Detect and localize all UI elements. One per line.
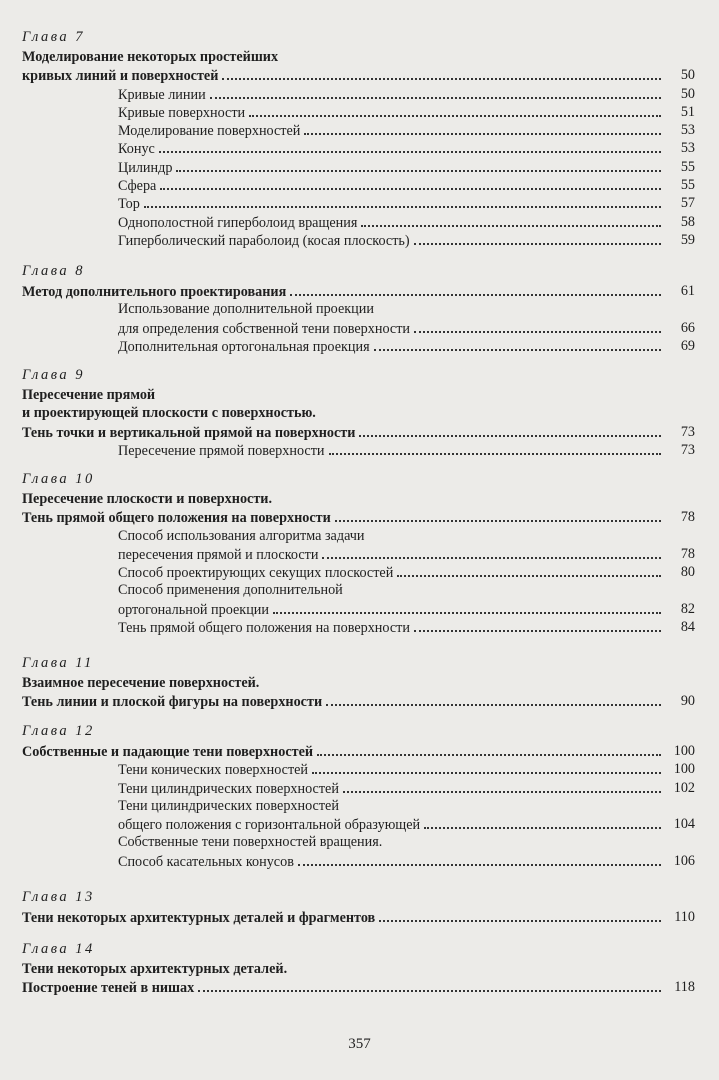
chapter-heading: Глава 11: [22, 655, 94, 671]
toc-page-number: 55: [680, 177, 695, 194]
toc-entry: [22, 423, 695, 441]
toc-subentry: [22, 815, 695, 834]
toc-subentry: [22, 441, 695, 459]
toc-subentry: [22, 85, 695, 103]
toc-entry-title: Однополостной гиперболоид вращения: [118, 214, 358, 231]
toc-page-number: 78: [680, 509, 695, 526]
toc-subentry: [22, 176, 695, 195]
toc-subentry: [22, 300, 667, 318]
toc-page-number: 80: [680, 564, 695, 581]
toc-page-number: 78: [680, 545, 695, 562]
dot-leader: [374, 337, 661, 351]
chapter-heading: Глава 10: [22, 471, 95, 487]
chapter-heading: Глава 13: [22, 889, 95, 905]
toc-entry-title: Пересечение прямой: [22, 387, 156, 403]
toc-subentry: [22, 545, 695, 563]
toc-page-number: 82: [680, 600, 695, 617]
toc-entry: [22, 978, 695, 997]
toc-entry-title: Тени цилиндрических поверхностей: [118, 797, 339, 814]
dot-leader: [159, 139, 661, 153]
toc-entry-title: Тени цилиндрических поверхностей: [118, 780, 339, 797]
dot-leader: [198, 978, 661, 992]
toc-entry-title: Способ касательных конусов: [118, 853, 294, 870]
toc-entry-title: Собственные и падающие тени поверхностей: [22, 744, 314, 760]
chapter-heading: Глава 14: [22, 941, 95, 957]
toc-entry-title: Конус: [118, 141, 155, 158]
toc-page-number: 53: [680, 140, 695, 157]
toc-page-number: 100: [673, 761, 695, 778]
toc-entry-title: Тени некоторых архитектурных деталей.: [22, 961, 288, 977]
toc-entry: [22, 490, 667, 508]
dot-leader: [414, 231, 661, 245]
chapter-10: [22, 470, 695, 637]
dot-leader: [304, 121, 661, 135]
toc-subentry: [22, 833, 667, 851]
toc-subentry: [22, 231, 695, 249]
toc-entry-title: Метод дополнительного проектирования: [22, 284, 287, 300]
dot-leader: [397, 563, 661, 577]
toc-entry-title: Тень прямой общего положения на поверхности: [118, 620, 410, 637]
toc-page-number: 50: [680, 67, 695, 84]
toc-entry-title: Взаимное пересечение поверхностей.: [22, 675, 260, 691]
toc-page-number: 73: [680, 423, 695, 440]
toc-entry-title: для определения собственной тени поверхности: [118, 320, 410, 337]
toc-page-number: 106: [673, 852, 695, 869]
toc-subentry: [22, 618, 695, 637]
toc-entry-title: Тень прямой общего положения на поверхности: [22, 510, 331, 527]
toc-entry-title: Пересечение плоскости и поверхности.: [22, 491, 273, 507]
toc-entry-title: Кривые линии: [118, 86, 206, 103]
dot-leader: [317, 742, 661, 756]
toc-page-number: 69: [680, 337, 695, 354]
toc-entry: [22, 674, 667, 692]
toc-subentry: [22, 563, 695, 582]
toc-entry-title: кривых линий и поверхностей: [22, 68, 219, 85]
dot-leader: [361, 213, 661, 227]
dot-leader: [343, 779, 661, 793]
toc-entry: [22, 48, 667, 66]
toc-entry: [22, 742, 695, 760]
toc-entry-title: Тени конических поверхностей: [118, 762, 309, 779]
dot-leader: [335, 508, 661, 522]
toc-subentry: [22, 797, 667, 815]
chapter-heading: Глава 8: [22, 263, 86, 279]
toc-entry-title: Тени некоторых архитектурных деталей и фрагментов: [22, 910, 376, 926]
toc-entry: [22, 386, 667, 404]
toc-entry-title: Тень точки и вертикальной прямой на поверхности: [22, 424, 356, 441]
dot-leader: [379, 908, 661, 922]
dot-leader: [414, 319, 661, 333]
toc-entry-title: общего положения с горизонтальной образующей: [118, 817, 421, 834]
dot-leader: [329, 441, 661, 455]
toc-entry-title: Тор: [118, 196, 140, 213]
toc-page-number: 102: [673, 779, 695, 796]
toc-page-number: 55: [680, 158, 695, 175]
toc-subentry: [22, 121, 695, 140]
dot-leader: [160, 176, 661, 190]
toc-subentry: [22, 213, 695, 231]
dot-leader: [298, 852, 661, 866]
dot-leader: [424, 815, 661, 829]
toc-subentry: [22, 337, 695, 355]
toc-page-number: 118: [674, 979, 695, 996]
toc-entry-title: Использование дополнительной проекции: [118, 301, 374, 318]
toc-entry-title: Сфера: [118, 178, 157, 195]
toc-page-number: 104: [673, 816, 695, 833]
toc-entry-title: Гиперболический параболоид (косая плоскость): [118, 232, 410, 249]
toc-page-number: 73: [680, 441, 695, 458]
toc-subentry: [22, 319, 695, 337]
dot-leader: [222, 66, 661, 80]
toc-entry-title: и проектирующей плоскости с поверхностью.: [22, 405, 316, 422]
toc-entry-title: Кривые поверхности: [118, 104, 246, 121]
chapter-12: [22, 722, 695, 870]
toc-entry: [22, 404, 667, 422]
toc-entry: [22, 960, 667, 978]
toc-page-number: 58: [680, 213, 695, 230]
toc-page-number: 57: [680, 195, 695, 212]
toc-page-number: 84: [680, 619, 695, 636]
dot-leader: [210, 85, 661, 99]
dot-leader: [144, 194, 661, 208]
chapter-heading: Глава 7: [22, 29, 86, 45]
toc-subentry: [22, 139, 695, 158]
toc-subentry: [22, 760, 695, 779]
toc-page-number: 50: [680, 85, 695, 102]
toc-entry-title: Пересечение прямой поверхности: [118, 442, 325, 459]
toc-entry-title: Моделирование поверхностей: [118, 123, 301, 140]
page-number: 357: [348, 1036, 371, 1052]
toc-page-number: 110: [674, 909, 695, 925]
chapter-11: [22, 654, 695, 711]
toc-entry-title: Цилиндр: [118, 159, 173, 176]
chapter-heading: Глава 12: [22, 723, 95, 739]
toc-subentry: [22, 103, 695, 121]
toc-page-number: 53: [680, 122, 695, 139]
chapter-8: [22, 262, 695, 355]
toc-page-number: 59: [680, 231, 695, 248]
toc-page-number: 66: [680, 319, 695, 336]
toc-page-number: 90: [680, 693, 695, 710]
toc-entry-title: Дополнительная ортогональная проекция: [118, 338, 370, 355]
toc-subentry: [22, 600, 695, 618]
dot-leader: [290, 282, 661, 296]
chapter-14: [22, 940, 695, 997]
toc-entry-title: Моделирование некоторых простейших: [22, 49, 279, 65]
toc-page-number: 100: [673, 743, 695, 759]
toc-entry-title: Тень линии и плоской фигуры на поверхности: [22, 694, 323, 711]
toc-subentry: [22, 852, 695, 870]
dot-leader: [326, 692, 661, 706]
toc-entry: [22, 692, 695, 711]
dot-leader: [176, 158, 661, 172]
toc-subentry: [22, 581, 667, 599]
toc-entry-title: Способ использования алгоритма задачи: [118, 527, 365, 544]
chapter-13: [22, 888, 695, 926]
toc-entry-title: Способ применения дополнительной: [118, 582, 343, 599]
toc-entry-title: ортогональной проекции: [118, 601, 269, 618]
toc-entry: [22, 66, 695, 85]
toc-entry-title: Собственные тени поверхностей вращения.: [118, 834, 383, 851]
dot-leader: [273, 600, 661, 614]
toc-subentry: [22, 527, 667, 545]
dot-leader: [312, 760, 661, 774]
toc-subentry: [22, 779, 695, 797]
dot-leader: [414, 618, 661, 632]
chapter-7: [22, 28, 695, 249]
toc-page-number: 51: [680, 103, 695, 120]
toc-entry: [22, 508, 695, 527]
toc-entry: [22, 282, 695, 300]
dot-leader: [322, 545, 661, 559]
toc-entry-title: Способ проектирующих секущих плоскостей: [118, 565, 394, 582]
toc-subentry: [22, 158, 695, 176]
dot-leader: [249, 103, 661, 117]
toc-entry-title: Построение теней в нишах: [22, 980, 195, 997]
chapter-heading: Глава 9: [22, 367, 86, 383]
toc-subentry: [22, 194, 695, 213]
toc-page-number: 61: [680, 283, 695, 299]
dot-leader: [359, 423, 661, 437]
toc-entry: [22, 908, 695, 926]
toc-entry-title: пересечения прямой и плоскости: [118, 546, 319, 563]
chapter-9: [22, 366, 695, 459]
